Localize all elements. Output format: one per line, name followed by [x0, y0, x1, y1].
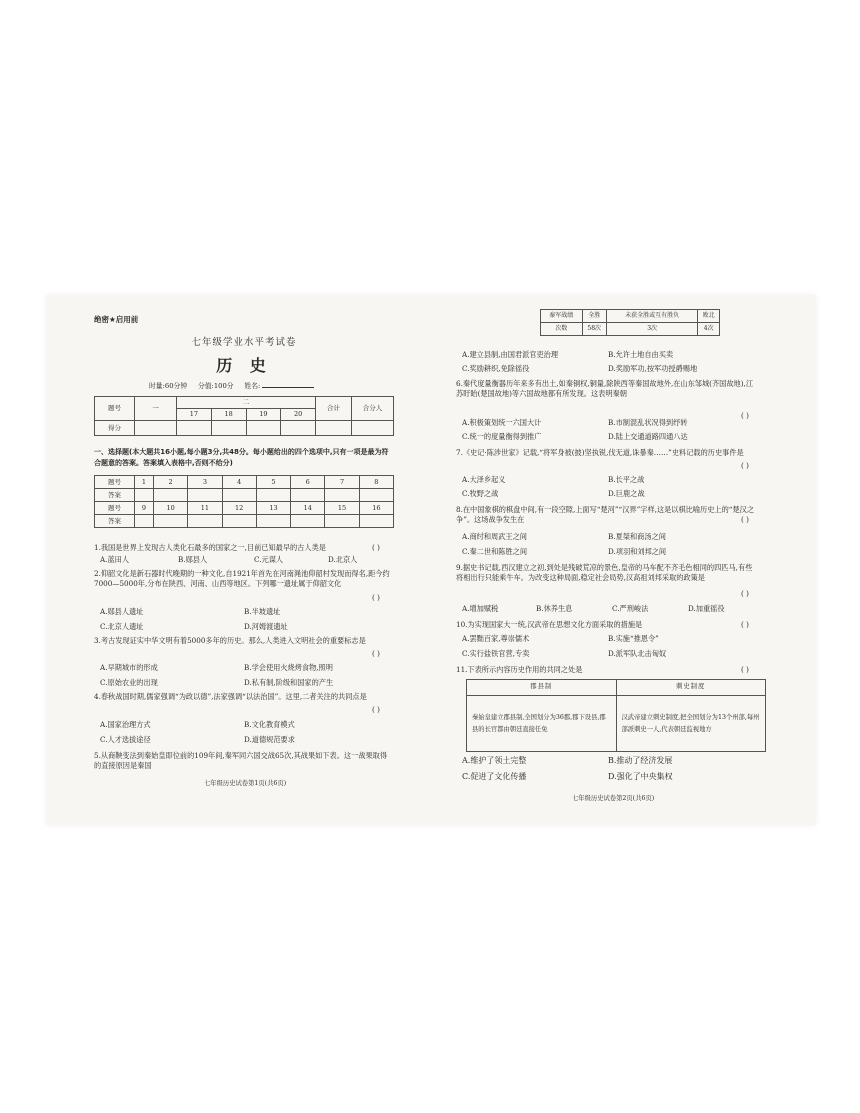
answer-cell[interactable]	[188, 515, 222, 528]
answer-cell[interactable]	[256, 489, 290, 502]
question-3-option-c[interactable]: C.原始农业的出现	[100, 678, 158, 687]
question-6-text: 6.秦代度量衡器历年来多有出土,如秦铜权,铜量,除陕西等秦国故地外,在山东邹城(齐国故地),江苏盱眙(楚国故地)等六国故地都有所发现。这表明秦朝	[456, 379, 754, 398]
question-1-option-b[interactable]: B.郧县人	[178, 555, 208, 564]
question-9-answer-blank[interactable]: ( )	[741, 589, 749, 598]
question-3-option-d[interactable]: D.私有制,阶级和国家的产生	[244, 678, 334, 687]
question-7-option-a[interactable]: A.大泽乡起义	[462, 475, 506, 484]
answer-label: 答案	[95, 489, 135, 502]
score-header-part1: 一	[135, 397, 177, 421]
question-6-option-d[interactable]: D.陆上交通道路四通八达	[608, 432, 688, 441]
question-2-option-b[interactable]: B.半坡遗址	[244, 607, 281, 616]
question-1-option-c[interactable]: C.元谋人	[254, 555, 284, 564]
question-1-option-d[interactable]: D.北京人	[328, 555, 358, 564]
comparison-cell-commandery: 秦始皇建立郡县制,全国划分为36郡,郡下设县,郡县的长官都由朝廷直接任免	[467, 696, 617, 752]
question-10-text: 10.为实现国家大一统,汉武帝在思想文化方面采取的措施是	[456, 620, 643, 629]
question-9-option-a[interactable]: A.增加赋税	[462, 604, 499, 613]
answer-cell[interactable]	[359, 515, 393, 528]
comparison-header-inspector: 刺史制度	[616, 680, 766, 696]
answer-qnum-label: 题号	[95, 502, 135, 515]
question-4-text: 4.春秋战国时期,儒家强调“为政以德”,法家强调“以法治国”。这里,二者关注的共同点是	[94, 692, 367, 701]
score-sub-20: 20	[281, 409, 316, 421]
exam-page-2	[456, 295, 806, 825]
question-2-option-c[interactable]: C.北京人遗址	[100, 622, 144, 631]
question-3-answer-blank[interactable]: ( )	[372, 649, 380, 658]
qin-table-header: 秦军战绩	[541, 310, 583, 323]
qin-table-value: 次数	[541, 323, 583, 336]
question-11-option-b[interactable]: B.推动了经济发展	[608, 756, 673, 765]
question-4-option-b[interactable]: B.文化教育模式	[244, 720, 295, 729]
qin-table-value: 3次	[606, 323, 697, 336]
section-title: 一、选择题(本大题共16小题,每小题3分,共48分。每小题给出的四个选项中,只有一项是最为符合题意的答案。答案填入表格中,否则不给分)	[94, 448, 389, 467]
question-7-option-d[interactable]: D.巨鹿之战	[608, 489, 645, 498]
question-10-option-c[interactable]: C.实行盐铁官营,专卖	[462, 649, 530, 658]
exam-sheet	[46, 295, 816, 825]
answer-qnum: 11	[188, 502, 222, 515]
answer-table	[94, 475, 394, 528]
exam-page-1	[94, 295, 434, 825]
answer-label: 答案	[95, 515, 135, 528]
question-11-answer-blank[interactable]: ( )	[741, 665, 749, 674]
answer-cell[interactable]	[135, 489, 154, 502]
score-cell[interactable]	[316, 421, 352, 436]
name-field[interactable]	[262, 387, 314, 388]
score-cell[interactable]	[246, 421, 281, 436]
question-5-option-d[interactable]: D.奖励军功,按军功授爵赐地	[608, 364, 698, 373]
score-sub-17: 17	[177, 409, 212, 421]
question-11-text: 11.下表所示内容历史作用的共同之处是	[456, 665, 583, 674]
answer-cell[interactable]	[153, 489, 187, 502]
question-10-option-a[interactable]: A.罢黜百家,尊崇儒术	[462, 634, 530, 643]
answer-qnum: 8	[359, 476, 393, 489]
answer-qnum: 10	[153, 502, 187, 515]
exam-time: 时量:60分钟	[149, 382, 188, 390]
answer-cell[interactable]	[256, 515, 290, 528]
question-4-option-a[interactable]: A.国家治理方式	[100, 720, 151, 729]
question-7-text: 7.《史记·陈涉世家》记载,“将军身被(披)坚执锐,伐无道,诛暴秦……”史料记载的历史事件是	[456, 448, 744, 457]
page-1-footer: 七年级历史试卷第1页(共6页)	[204, 780, 287, 787]
question-1-text: 1.我国是世界上发现古人类化石最多的国家之一,目前已知最早的古人类是	[94, 543, 326, 552]
question-7-option-b[interactable]: B.长平之战	[608, 475, 645, 484]
question-8-answer-blank[interactable]: ( )	[741, 515, 749, 524]
question-6-option-a[interactable]: A.积极策划统一六国大计	[462, 418, 542, 427]
answer-cell[interactable]	[153, 515, 187, 528]
question-2-option-a[interactable]: A.郧县人遗址	[100, 607, 144, 616]
answer-qnum: 7	[325, 476, 359, 489]
question-1-option-a[interactable]: A.蓝田人	[100, 555, 130, 564]
exam-subtitle: 七年级学业水平考试卷	[191, 337, 297, 348]
answer-cell[interactable]	[291, 489, 325, 502]
question-3-option-a[interactable]: A.早期城市的形成	[100, 663, 158, 672]
name-label: 姓名:	[244, 382, 261, 390]
question-5-option-a[interactable]: A.建立县制,由国君派官吏治理	[462, 350, 559, 359]
answer-cell[interactable]	[188, 489, 222, 502]
answer-cell[interactable]	[222, 515, 256, 528]
qin-table-header: 败北	[698, 310, 720, 323]
question-7-option-c[interactable]: C.牧野之战	[462, 489, 499, 498]
question-9-option-d[interactable]: D.加重徭役	[688, 604, 725, 613]
score-cell[interactable]	[281, 421, 316, 436]
score-header-qnum: 题号	[95, 397, 135, 421]
question-8-option-b[interactable]: B.夏桀和商汤之间	[608, 532, 666, 541]
answer-qnum: 5	[256, 476, 290, 489]
score-cell[interactable]	[352, 421, 394, 436]
answer-qnum: 13	[256, 502, 290, 515]
score-header-grader: 合分人	[352, 397, 394, 421]
qin-table-value: 58次	[582, 323, 606, 336]
question-8-option-d[interactable]: D.项羽和刘邦之间	[608, 547, 667, 556]
secret-label: 绝密★启用前	[94, 315, 139, 324]
question-6-answer-blank[interactable]: ( )	[741, 411, 749, 420]
answer-qnum: 1	[135, 476, 154, 489]
question-6-option-b[interactable]: B.市制混乱状况得到纾转	[608, 418, 688, 427]
answer-qnum: 12	[222, 502, 256, 515]
question-10-answer-blank[interactable]: ( )	[741, 620, 749, 629]
question-7-answer-blank[interactable]: ( )	[741, 461, 749, 470]
question-10-option-d[interactable]: D.派军队北击匈奴	[608, 649, 667, 658]
question-11-option-c[interactable]: C.促进了文化传播	[462, 772, 527, 781]
score-cell[interactable]	[177, 421, 212, 436]
score-table	[94, 396, 394, 436]
question-11-option-a[interactable]: A.维护了领土完整	[462, 756, 527, 765]
answer-cell[interactable]	[291, 515, 325, 528]
comparison-header-commandery: 郡县制	[467, 680, 617, 696]
question-4-answer-blank[interactable]: ( )	[372, 705, 380, 714]
question-5-option-b[interactable]: B.允许土地自由买卖	[608, 350, 674, 359]
answer-cell[interactable]	[325, 489, 359, 502]
question-6-option-c[interactable]: C.统一的度量衡得到推广	[462, 432, 542, 441]
question-9-option-c[interactable]: C.严刑峻法	[612, 604, 649, 613]
question-8-text: 8.在中国象棋的棋盘中间,有一段空隙,上面写“楚河”“汉界”字样,这是以棋比喻历史上的“楚汉之争”。这场战争发生在	[456, 505, 755, 524]
question-5-option-c[interactable]: C.奖励耕织,免除徭役	[462, 364, 530, 373]
answer-qnum: 4	[222, 476, 256, 489]
question-10-option-b[interactable]: B.实施“推恩令”	[608, 634, 659, 643]
answer-qnum: 2	[153, 476, 187, 489]
qin-table-header: 未获全胜或互有胜负	[606, 310, 697, 323]
score-row-label: 得分	[95, 421, 135, 436]
answer-qnum: 16	[359, 502, 393, 515]
question-4-option-c[interactable]: C.人才选拔途径	[100, 735, 151, 744]
answer-qnum: 3	[188, 476, 222, 489]
answer-qnum: 14	[291, 502, 325, 515]
score-cell[interactable]	[211, 421, 246, 436]
qin-army-record-table	[540, 309, 720, 336]
exam-subject: 历 史	[216, 356, 272, 375]
page-2-footer: 七年级历史试卷第2页(共6页)	[572, 795, 655, 802]
answer-qnum: 15	[325, 502, 359, 515]
question-2-option-d[interactable]: D.河姆渡遗址	[244, 622, 288, 631]
question-2-answer-blank[interactable]: ( )	[372, 593, 380, 602]
qin-table-header: 全胜	[582, 310, 606, 323]
answer-cell[interactable]	[325, 515, 359, 528]
question-2-text: 2.仰韶文化是新石器时代晚期的一种文化,自1921年首先在河南渑池仰韶村发现而得名,距今约7000—5000年,分布在陕西、河南、山西等地区。下列哪一遗址属于仰韶文化	[94, 569, 390, 588]
system-comparison-table	[466, 679, 766, 752]
question-8-option-a[interactable]: A.商纣和周武王之间	[462, 532, 527, 541]
exam-meta	[149, 382, 314, 391]
question-4-option-d[interactable]: D.道德规范要求	[244, 735, 295, 744]
answer-qnum-label: 题号	[95, 476, 135, 489]
answer-qnum: 6	[291, 476, 325, 489]
score-cell[interactable]	[135, 421, 177, 436]
question-9-text: 9.据史书记载,西汉建立之初,到处是残破荒凉的景色,皇帝的马车配不齐毛色相同的四匹马,有些将相出行只能乘牛车。为改变这种局面,稳定社会局势,汉高祖刘邦采取的政策是	[456, 563, 753, 582]
question-1-answer-blank[interactable]: ( )	[372, 543, 380, 552]
answer-cell[interactable]	[222, 489, 256, 502]
question-3-option-b[interactable]: B.学会使用火烧烤食物,照明	[244, 663, 333, 672]
exam-score: 分值:100分	[197, 382, 234, 390]
comparison-cell-inspector: 汉武帝建立刺史制度,把全国划分为13个州部,每州部派刺史一人,代表朝廷监视地方	[616, 696, 766, 752]
answer-cell[interactable]	[359, 489, 393, 502]
score-sub-18: 18	[211, 409, 246, 421]
score-header-part2: 二	[177, 397, 316, 409]
answer-cell[interactable]	[135, 515, 154, 528]
score-header-total: 合计	[316, 397, 352, 421]
question-11-option-d[interactable]: D.强化了中央集权	[608, 772, 673, 781]
question-9-option-b[interactable]: B.休养生息	[536, 604, 573, 613]
question-3-text: 3.考古发现证实中华文明有着5000多年的历史。那么,人类进入文明社会的重要标志是	[94, 636, 366, 645]
question-8-option-c[interactable]: C.秦二世和陈胜之间	[462, 547, 528, 556]
question-5-text: 5.从商鞅变法到秦始皇即位前的109年间,秦军同六国交战65次,其战果如下表。这一战果取得的直接原因是秦国	[94, 751, 388, 770]
answer-qnum: 9	[135, 502, 154, 515]
qin-table-value: 4次	[698, 323, 720, 336]
score-sub-19: 19	[246, 409, 281, 421]
